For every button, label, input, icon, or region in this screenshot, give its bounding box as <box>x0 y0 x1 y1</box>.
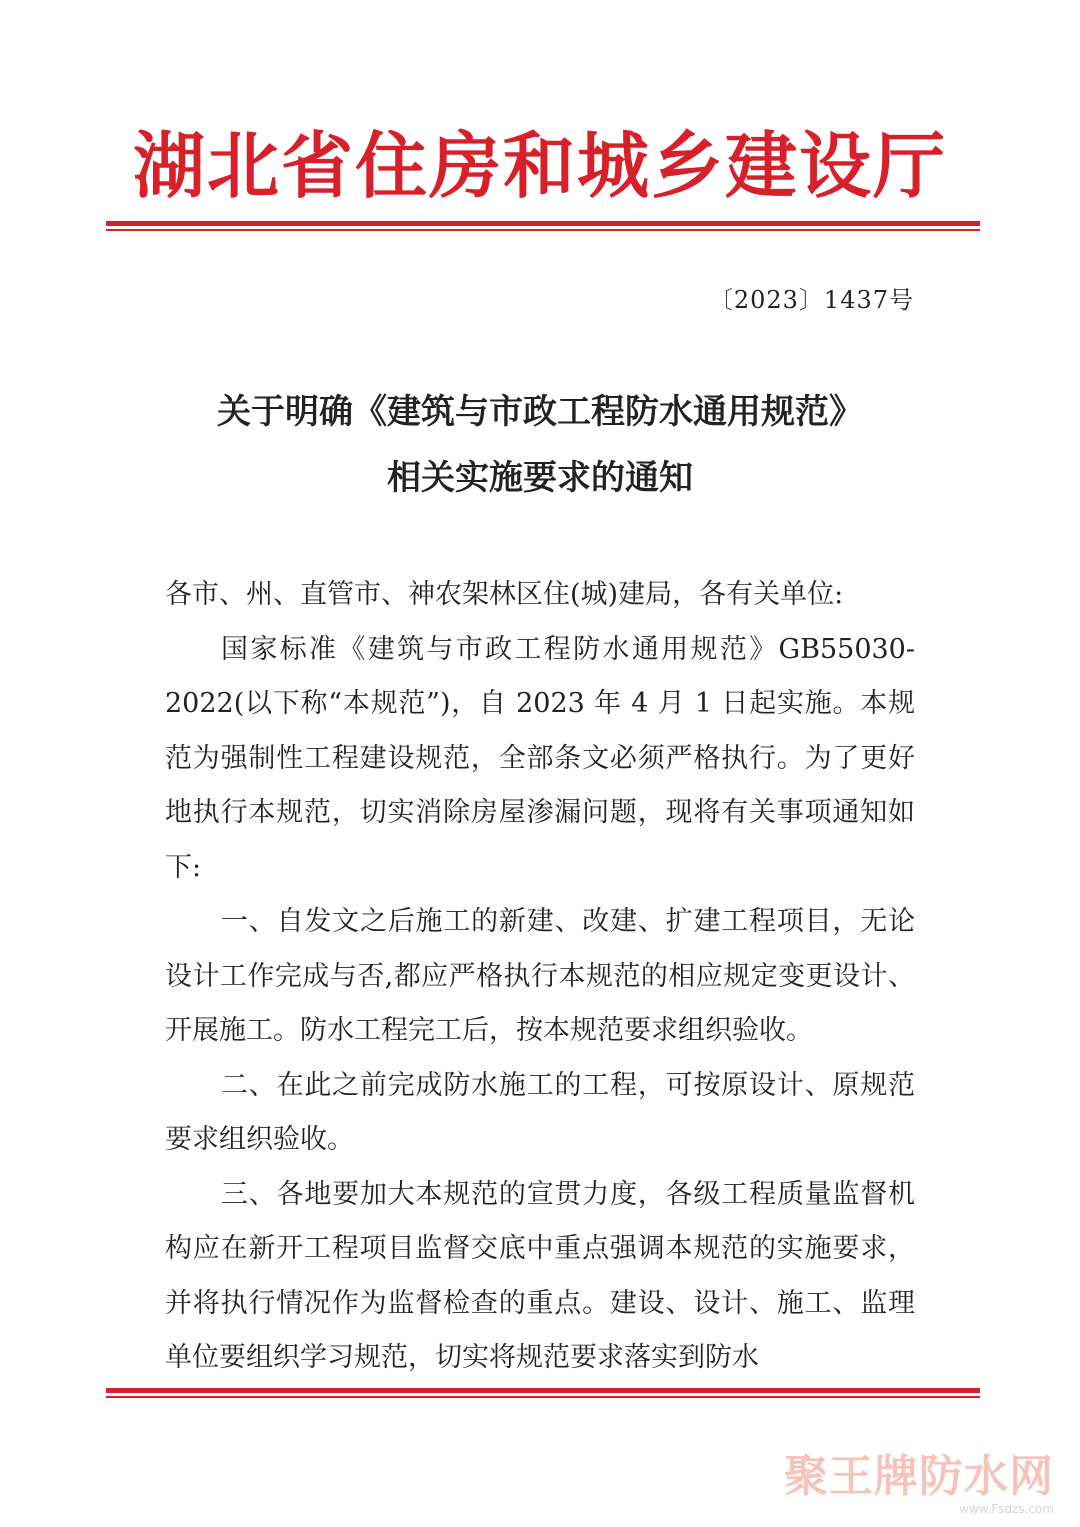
masthead-rule-thick <box>106 221 980 226</box>
watermark-logo-text: 聚王牌防水网 <box>784 1451 1054 1502</box>
watermark-url: www.Fsdzs.com <box>959 1502 1054 1516</box>
masthead-rule-thin <box>106 229 980 231</box>
footer-rule-thin <box>106 1396 980 1398</box>
document-body <box>165 568 915 1386</box>
document-number: 〔2023〕1437号 <box>708 286 914 314</box>
paragraph-item-3: 三、各地要加大本规范的宣贯力度，各级工程质量监督机构应在新开工程项目监督交底中重点强调本规范的实施要求，并将执行情况作为监督检查的重点。建设、设计、施工、监理单位要组织学习规范，切实将规范要求落实到防水 <box>165 1178 915 1373</box>
paragraph-item-1: 一、自发文之后施工的新建、改建、扩建工程项目，无论设计工作完成与否,都应严格执行本规范的相应规定变更设计、开展施工。防水工程完工后，按本规范要求组织验收。 <box>165 906 915 1046</box>
issuer-masthead: 湖北省住房和城乡建设厅 <box>132 123 947 208</box>
site-watermark <box>784 1452 1054 1516</box>
footer-rule-thick <box>106 1388 980 1393</box>
salutation: 各市、州、直管市、神农架林区住(城)建局，各有关单位: <box>165 579 844 610</box>
paragraph-intro: 国家标准《建筑与市政工程防水通用规范》GB55030-2022(以下称“本规范”)，自 2023 年 4 月 1 日起实施。本规范为强制性工程建设规范，全部条文必须严格执行。为了更好地执行本规范，切实消除房屋渗漏问题，现将有关事项通知如下: <box>165 633 915 883</box>
document-title-line1: 关于明确《建筑与市政工程防水通用规范》 <box>217 392 863 432</box>
document-title-line2: 相关实施要求的通知 <box>387 458 693 498</box>
paragraph-item-2: 二、在此之前完成防水施工的工程，可按原设计、原规范要求组织验收。 <box>165 1069 915 1155</box>
